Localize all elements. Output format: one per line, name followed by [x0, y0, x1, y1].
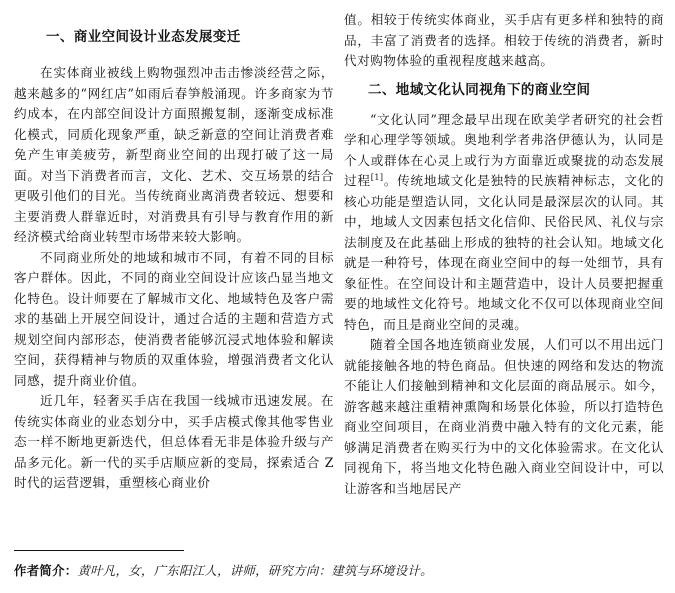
body-paragraph	[344, 110, 664, 336]
footnote-divider	[14, 550, 184, 551]
body-paragraph: 近几年，轻奢买手店在我国一线城市迅速发展。在传统实体商业的业态划分中，买手店模式像其他零售业态一样不断地更新迭代，但总体看无非是体验升级与产品多元化。新一代的买手店顺应新的变局，探索适合 Z 时代的运营逻辑，重塑核心商业价	[14, 393, 334, 490]
author-footnote	[14, 562, 664, 580]
left-column	[14, 27, 334, 494]
body-paragraph: 在实体商业被线上购物强烈冲击击惨淡经营之际，越来越多的“网红店”如雨后春笋般涌现。许多商家为节约成本，在内部空间设计方面照搬复制，逐渐变成标准化模式，同质化现象严重，缺乏新意的空间让消费者难免产生审美疲劳，新型商业空间的出现打破了这一局面。对当下消费者而言，文化、艺术、交互场景的结合更吸引他们的目光。当传统商业离消费者较远、想要和主要消费人群靠近时，对消费具有引导与教育作用的新经济模式给商业转型市场带来较大影响。	[14, 65, 334, 244]
continued-paragraph: 值。相较于传统实体商业，买手店有更多样和独特的商品，丰富了消费者的选择。相较于传统的消费者，新时代对购物体验的重视程度越来越高。	[344, 12, 664, 68]
footnote-text: 黄叶凡，女，广东阳江人，讲师，研究方向：建筑与环境设计。	[77, 563, 433, 578]
right-column	[344, 10, 664, 499]
section-heading-2: 二、地域文化认同视角下的商业空间	[368, 81, 591, 98]
paragraph-text: 。传统地域文化是独特的民族精神标志，文化的核心功能是塑造认同，文化认同是最深层次的认同。其中，地域人文因素包括文化信仰、民俗民风、礼仪与宗法制度及在此基础上形成的独特的社会认知。地域文化就是一种符号，体现在商业空间中的每一处细节，具有象征性。在空间设计和主题营造中，设计人员要把握重要的地域性文化符号。地域文化不仅可以体现商业空间特色，而且是商业空间的灵魂。	[344, 173, 665, 332]
section-heading-1: 一、商业空间设计业态发展变迁	[46, 29, 241, 45]
footnote-label: 作者简介：	[14, 563, 78, 578]
paragraph-text: “文化认同”理念最早出现在欧美学者研究的社会哲学和心理学等领域。奥地利学者弗洛伊德认为，认同是个人或群体在心灵上或行为方面靠近或聚拢的动态发展过程	[344, 111, 664, 188]
body-paragraph: 随着全国各地连锁商业发展，人们可以不用出远门就能接触各地的特色商品。但快速的网络和发达的物流不能让人们接触到精神和文化层面的商品展示。如今，游客越来越注重精神熏陶和场景化体验，所以打造特色商业空间项目，在商业消费中融入特有的文化元素，能够满足消费者在购买行为中的文化体验需求。在文化认同视角下，将当地文化特色融入商业空间设计中，可以让游客和当地居民产	[344, 337, 664, 496]
body-paragraph: 不同商业所处的地域和城市不同，有着不同的目标客户群体。因此，不同的商业空间设计应该凸显当地文化特色。设计师要在了解城市文化、地域特色及客户需求的基础上开展空间设计，通过合适的主题和营造方式规划空间内部形态，使消费者能够沉浸式地体验和解读空间，获得精神与物质的双重体验，增强消费者文化认同感，提升商业价值。	[14, 249, 334, 388]
citation-ref: [1]	[370, 172, 384, 182]
